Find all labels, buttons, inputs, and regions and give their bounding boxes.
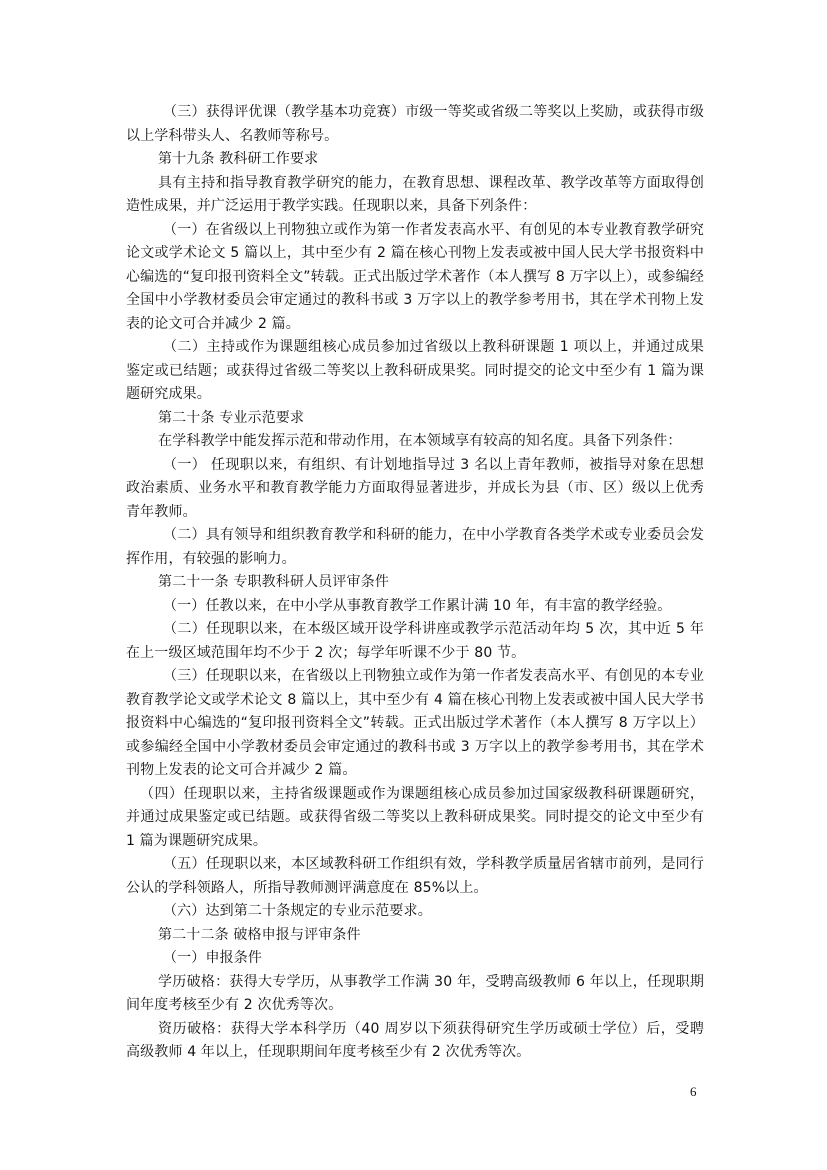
paragraph: 学历破格：获得大专学历，从事教学工作满 30 年，受聘高级教师 6 年以上，任现职期间年度考核至少有 2 次优秀等次。 — [126, 973, 704, 1013]
paragraph: （三）获得评优课（教学基本功竞赛）市级一等奖或省级二等奖以上奖励，或获得市级以上学科带头人、名教师等称号。 — [126, 104, 704, 144]
paragraph: （四）任现职以来，主持省级课题或作为课题组核心成员参加过国家级教科研课题研究，并通过成果鉴定或已结题。或获得省级二等奖以上教科研成果奖。同时提交的论文中至少有 1 篇为课题研究成果。 — [126, 785, 704, 849]
paragraph: 第二十一条 专职教科研人员评审条件 — [158, 574, 389, 590]
paragraph: （一） 任现职以来，有组织、有计划地指导过 3 名以上青年教师，被指导对象在思想政治素质、业务水平和教育教学能力方面取得显著进步，并成长为县（市、区）级以上优秀青年教师。 — [126, 456, 704, 520]
paragraph: 第二十条 专业示范要求 — [158, 409, 305, 426]
paragraph: 资历破格：获得大学本科学历（40 周岁以下须获得研究生学历或硕士学位）后，受聘高级教师 4 年以上，任现职期间年度考核至少有 2 次优秀等次。 — [126, 1020, 704, 1060]
paragraph: （一）申报条件 — [163, 950, 263, 966]
document-body — [126, 101, 704, 1065]
paragraph: （二）任现职以来，在本级区域开设学科讲座或教学示范活动年均 5 次，其中近 5 年在上一级区域范围年均不少于 2 次；每学年听课不少于 80 节。 — [126, 621, 704, 661]
page-number: 6 — [690, 1084, 697, 1099]
paragraph: （二）具有领导和组织教育教学和科研的能力，在中小学教育各类学术或专业委员会发挥作用，有较强的影响力。 — [126, 527, 704, 567]
paragraph: 在学科教学中能发挥示范和带动作用，在本领域享有较高的知名度。具备下列条件： — [158, 433, 682, 449]
paragraph: （五）任现职以来，本区域教科研工作组织有效，学科教学质量居省辖市前列，是同行公认的学科领路人，所指导教师测评满意度在 85%以上。 — [126, 856, 704, 896]
paragraph: 具有主持和指导教育教学研究的能力，在教育思想、课程改革、教学改革等方面取得创造性成果，并广泛运用于教学实践。任现职以来，具备下列条件： — [126, 174, 704, 214]
paragraph: （二）主持或作为课题组核心成员参加过省级以上教科研课题 1 项以上，并通过成果鉴定或已结题；或获得过省级二等奖以上教科研成果奖。同时提交的论文中至少有 1 篇为课题研究成果。 — [126, 339, 704, 402]
paragraph: （一）任教以来，在中小学从事教育教学工作累计满 10 年，有丰富的教学经验。 — [163, 597, 672, 614]
paragraph: （六）达到第二十条规定的专业示范要求。 — [163, 903, 432, 919]
paragraph: （三）任现职以来，在省级以上刊物独立或作为第一作者发表高水平、有创见的本专业教育教学论文或学术论文 8 篇以上，其中至少有 4 篇在核心刊物上发表或被中国人民大学书报资料中心编选的“复印报刊资料全文”转载。正式出版过学术著作（本人撰写 8 万字以上）或参编经全国中小学教材委员会审定通过的教科书或 3 万字以上的教学参考用书，其在学术刊物上发表的论文可合并减少 2 篇。 — [126, 668, 704, 778]
paragraph: 第十九条 教科研工作要求 — [158, 151, 319, 167]
paragraph: （一）在省级以上刊物独立或作为第一作者发表高水平、有创见的本专业教育教学研究论文或学术论文 5 篇以上，其中至少有 2 篇在核心刊物上发表或被中国人民大学书报资料中心编选的“复印报刊资料全文”转载。正式出版过学术著作（本人撰写 8 万字以上），或参编经全国中小学教材委员会审定通过的教科书或 3 万字以上的教学参考用书，其在学术刊物上发表的论文可合并减少 2 篇。 — [126, 221, 704, 332]
paragraph: 第二十二条 破格申报与评审条件 — [158, 926, 361, 943]
